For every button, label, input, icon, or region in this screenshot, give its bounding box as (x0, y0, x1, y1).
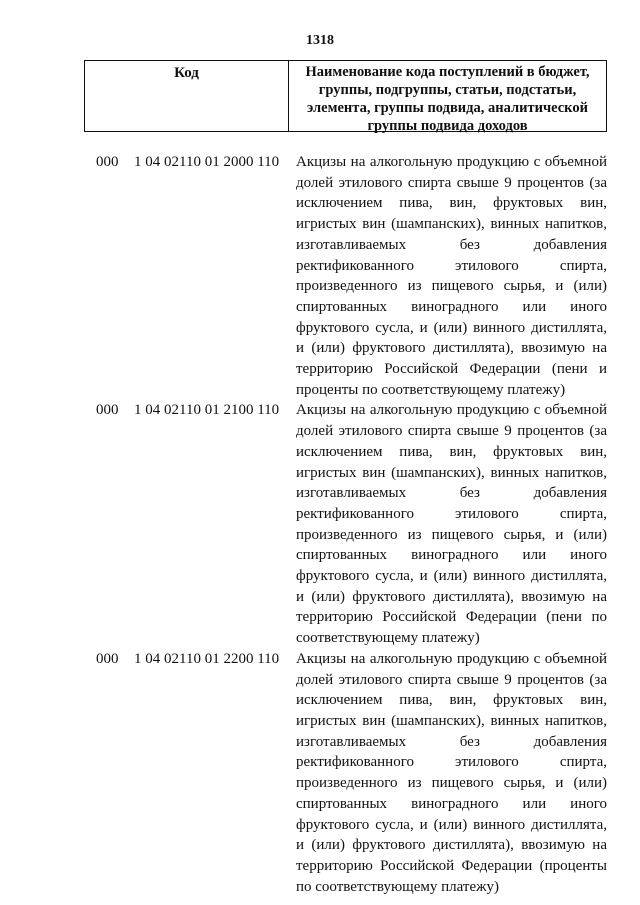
budget-code: 1 04 02110 01 2000 110 (134, 154, 280, 170)
header-name-label: Наименование кода поступлений в бюджет, группы, подгруппы, статьи, подстатьи, элемента, группы подвида, аналитической группы подвида доходов (305, 64, 590, 134)
admin-code: 000 (96, 154, 119, 170)
budget-code: 1 04 02110 01 2100 110 (134, 402, 280, 419)
page-number: 1318 (306, 33, 334, 48)
admin-code: 000 (96, 402, 119, 419)
table-row (84, 152, 607, 400)
code-description: Акцизы на алкогольную продукцию с объемной долей этилового спирта свыше 9 процентов (за исключением пива, вин, фруктовых вин, игристых вин (шампанских), винных напитков, изготавливаемых без добавления ректификованного этилового спирта, произведенного из пищевого сырья, и (или) спиртованных виноградного или иного фруктового сусла, и (или) винного дистиллята, и (или) фруктового дистиллята), ввозимую на территорию Российской Федерации (пени и проценты по соответствующему платежу) (296, 154, 607, 398)
code-description: Акцизы на алкогольную продукцию с объемной долей этилового спирта свыше 9 процентов (за исключением пива, вин, фруктовых вин, игристых вин (шампанских), винных напитков, изготавливаемых без добавления ректификованного этилового спирта, произведенного из пищевого сырья, и (или) спиртованных виноградного или иного фруктового сусла, и (или) винного дистиллята, и (или) фруктового дистиллята), ввозимую на территорию Российской Федерации (проценты по соответствующему платежу) (296, 650, 607, 895)
header-code-label: Код (85, 61, 289, 131)
code-description: Акцизы на алкогольную продукцию с объемной долей этилового спирта свыше 9 процентов (за исключением пива, вин, фруктовых вин, игристых вин (шампанских), винных напитков, изготавливаемых без добавления ректификованного этилового спирта, произведенного из пищевого сырья, и (или) спиртованных виноградного или иного фруктового сусла, и (или) винного дистиллята, и (или) фруктового дистиллята), ввозимую на территорию Российской Федерации (пени по соответствующему платежу) (296, 402, 607, 647)
table-row (84, 400, 607, 648)
table-body (84, 152, 607, 897)
budget-code: 1 04 02110 01 2200 110 (134, 650, 280, 667)
table-header (84, 60, 607, 132)
table-row (84, 649, 607, 897)
admin-code: 000 (96, 650, 119, 667)
